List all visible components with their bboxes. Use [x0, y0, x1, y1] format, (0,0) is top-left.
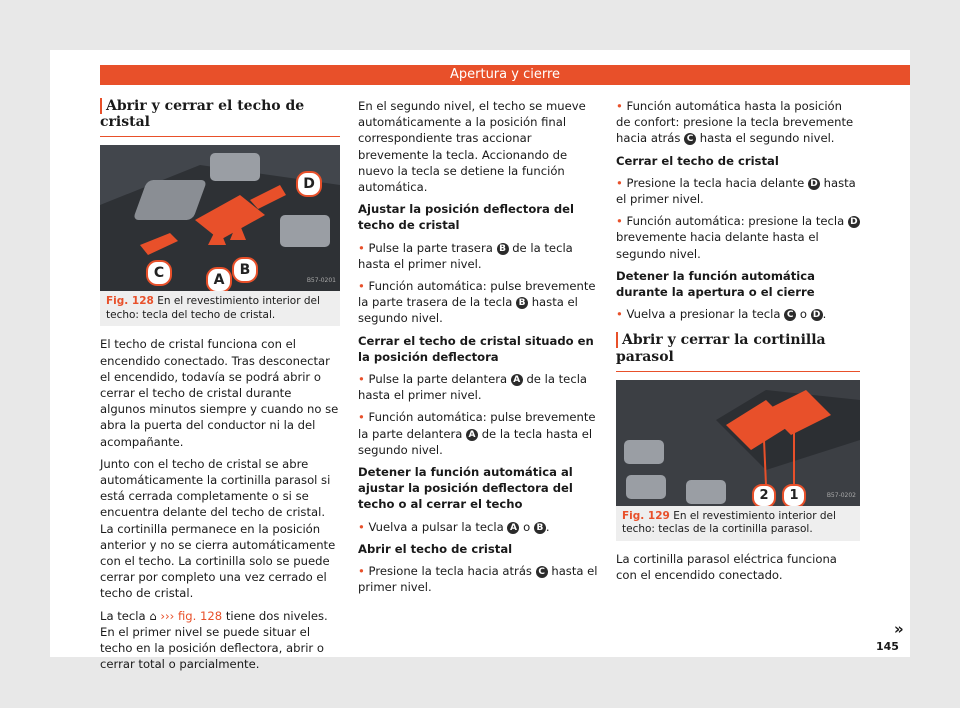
- paragraph: Junto con el techo de cristal se abre automáticamente la cortinilla parasol si está cerrada completamente o si se encuentra delante del techo de cristal. La cortinilla permanece en la posición anterior y no se cierra automáticamente con el techo. La cortinilla solo se puede cerrar por completo una vez cerrado el techo de cristal.: [100, 456, 336, 601]
- bullet: • Función automática: pulse brevemente la parte trasera de la tecla B hasta el segundo nivel.: [358, 279, 596, 326]
- paragraph: La cortinilla parasol eléctrica funciona con el encendido conectado.: [616, 551, 837, 583]
- fig-link[interactable]: fig. 128: [177, 608, 223, 623]
- subheading: Abrir el techo de cristal: [358, 541, 513, 556]
- bullet: • Presione la tecla hacia atrás C hasta el primer nivel.: [358, 564, 598, 595]
- figure-code: B57-0201: [306, 277, 336, 285]
- subheading: Detener la función automática durante la apertura o el cierre: [616, 268, 815, 300]
- page-number: 145: [876, 640, 899, 653]
- callout-c: C: [146, 260, 172, 286]
- bullet: • Vuelva a presionar la tecla C o D .: [616, 307, 827, 322]
- subheading: Detener la función automática al ajustar la posición deflectora del techo o al cerrar el techo: [358, 465, 573, 512]
- callout-a: A: [206, 267, 232, 291]
- callout-2: 2: [752, 484, 776, 506]
- sunroof-key-icon: ⌂: [149, 608, 157, 623]
- bullet: • Función automática: presione la tecla D brevemente hacia delante hasta el segundo nivel.: [616, 213, 860, 262]
- paragraph: La tecla ⌂ ››› fig. 128 tiene dos niveles. En el primer nivel se puede situar el techo en la posición deflectora, abrir o cerrar total o parcialmente.: [100, 608, 328, 672]
- paragraph: En el segundo nivel, el techo se mueve automáticamente a la posición final correspondiente tras accionar brevemente la tecla. Accionando de nuevo la tecla se detiene la función automática.: [358, 99, 586, 195]
- figure-caption: Fig. 128 En el revestimiento interior del techo: tecla del techo de cristal.: [100, 291, 340, 326]
- section-heading: Abrir y cerrar la cortinilla parasol: [616, 332, 860, 371]
- bullet: • Vuelva a pulsar la tecla A o B .: [358, 519, 550, 534]
- sunshade-illustration: [616, 380, 860, 506]
- column-2: [358, 98, 602, 601]
- subheading: Cerrar el techo de cristal situado en la posición deflectora: [358, 333, 594, 364]
- subheading: Cerrar el techo de cristal: [616, 153, 779, 168]
- bullet: • Pulse la parte trasera B de la tecla hasta el primer nivel.: [358, 240, 573, 271]
- callout-b: B: [232, 257, 258, 283]
- manual-page: [50, 50, 910, 672]
- callout-1: 1: [782, 484, 806, 506]
- section-heading: Abrir y cerrar el techo de cristal: [100, 98, 340, 137]
- bullet: • Función automática: pulse brevemente la parte delantera A de la tecla hasta el segundo nivel.: [358, 410, 596, 457]
- subheading: Ajustar la posición deflectora del techo de cristal: [358, 202, 575, 233]
- paragraph: El techo de cristal funciona con el encendido conectado. Tras desconectar el encendido, todavía se podrá abrir o cerrar el techo de cristal durante algunos minutos siempre y cuando no se abra la puerta del conductor ni la del acompañante.: [100, 337, 339, 449]
- section-header: Apertura y cierre: [100, 65, 910, 85]
- sunshade-figure: [616, 380, 860, 506]
- bullet: • Presione la tecla hacia delante D hasta el primer nivel.: [616, 175, 856, 207]
- column-1: [100, 98, 340, 678]
- callout-d: D: [296, 171, 322, 197]
- figure-code: B57-0202: [826, 491, 856, 499]
- continue-marker: »: [894, 620, 904, 638]
- sunroof-figure: [100, 145, 340, 291]
- figure-caption: Fig. 129 En el revestimiento interior del techo: teclas de la cortinilla parasol.: [616, 506, 860, 541]
- bullet: • Pulse la parte delantera A de la tecla hasta el primer nivel.: [358, 372, 588, 403]
- column-3: [616, 98, 860, 589]
- bullet: • Función automática hasta la posición de confort: presione la tecla brevemente hacia atrás C hasta el segundo nivel.: [616, 99, 854, 146]
